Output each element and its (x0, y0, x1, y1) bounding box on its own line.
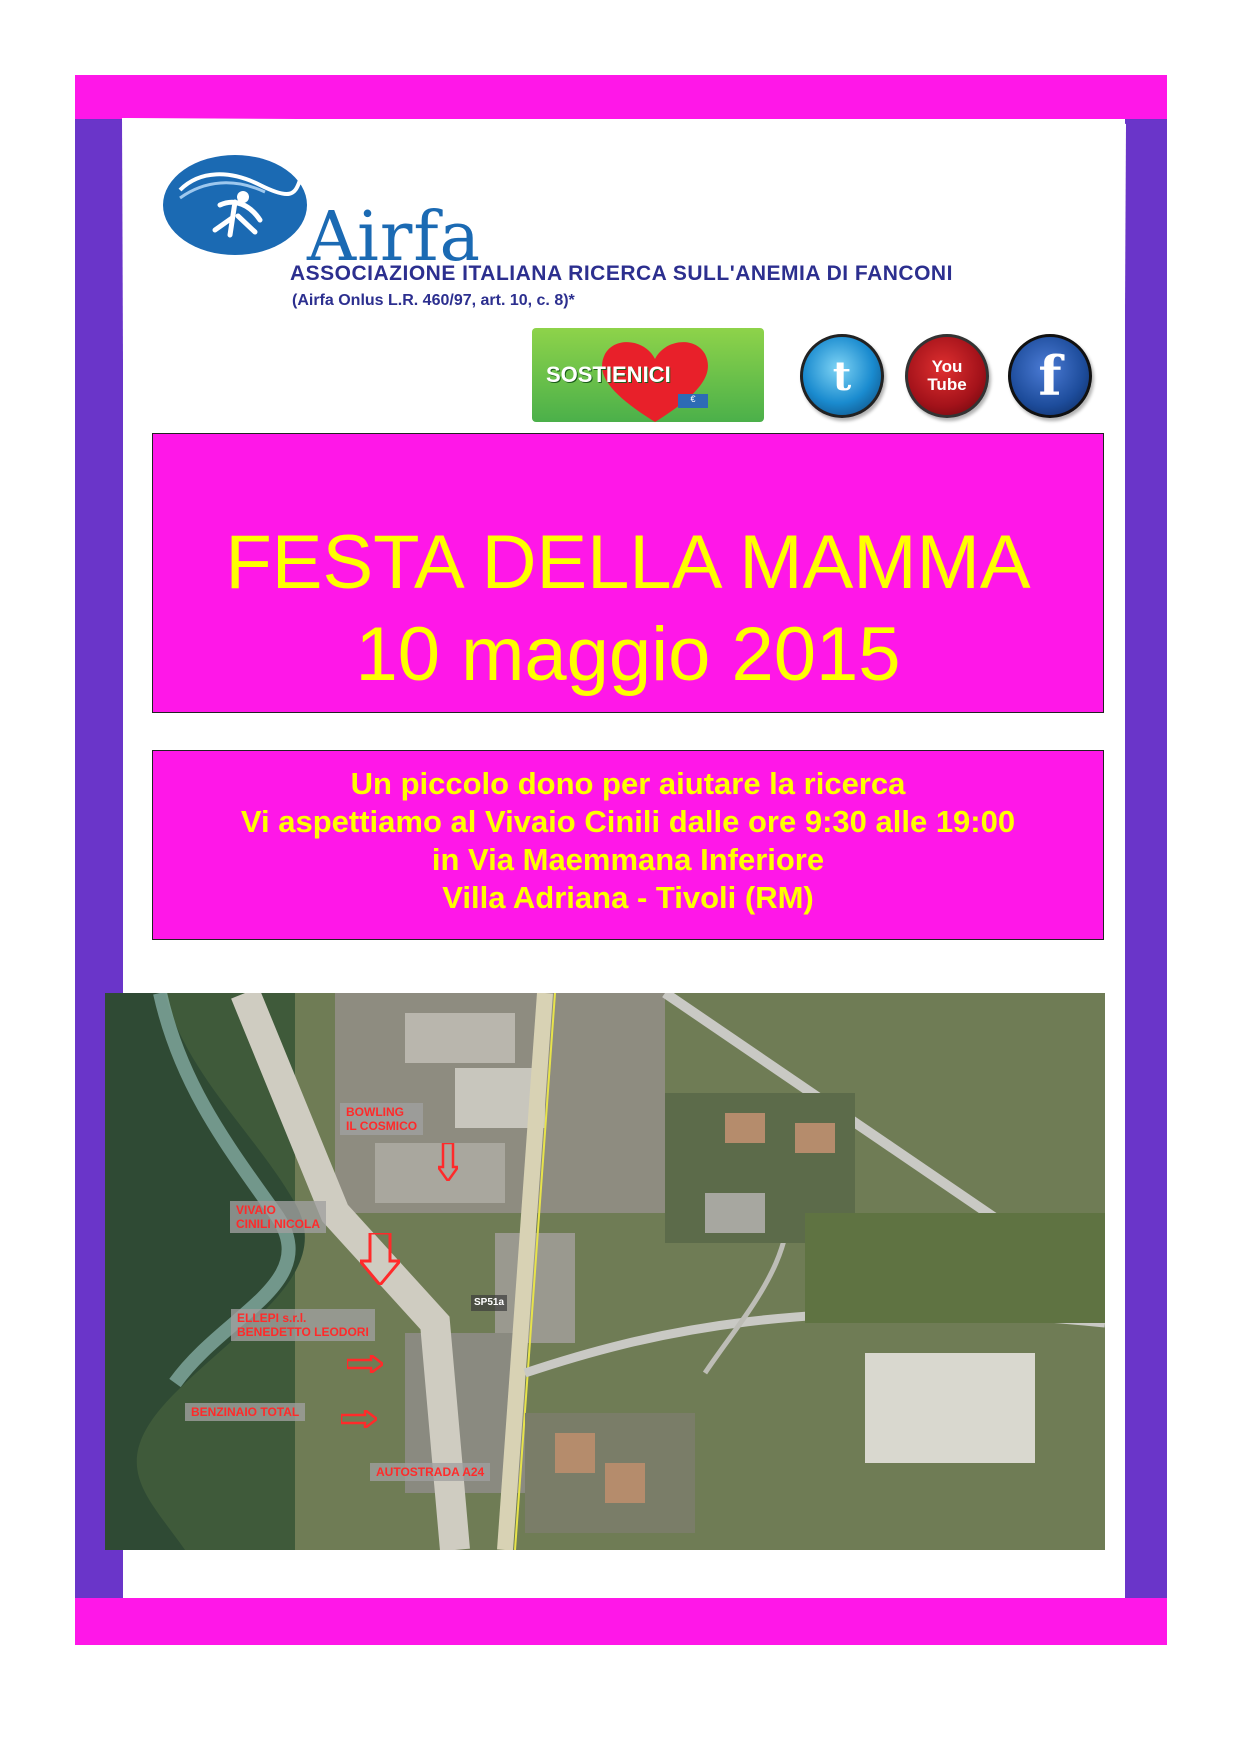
donate-label: SOSTIENICI (546, 362, 671, 387)
details-line-4: Villa Adriana - Tivoli (RM) (442, 880, 814, 915)
donate-badge[interactable] (532, 328, 764, 422)
headline-date: 10 maggio 2015 (355, 612, 901, 697)
arrow-down-icon (360, 1233, 400, 1285)
youtube-text-2: Tube (927, 375, 967, 394)
aerial-map (105, 993, 1105, 1550)
youtube-glyph (927, 358, 966, 394)
map-label-benzinaio: BENZINAIO TOTAL (185, 1403, 305, 1421)
aerial-map-image (105, 993, 1105, 1550)
facebook-icon[interactable] (1008, 334, 1092, 418)
frame-top-border (75, 75, 1167, 119)
twitter-glyph: t (832, 352, 852, 400)
map-label-road: SP51a (471, 1295, 507, 1311)
twitter-icon[interactable] (800, 334, 884, 418)
frame-bottom-border (75, 1598, 1167, 1645)
headline-box (152, 433, 1104, 713)
frame-right-border (1125, 75, 1167, 1645)
arrow-right-icon (341, 1410, 377, 1428)
airfa-association-name: ASSOCIAZIONE ITALIANA RICERCA SULL'ANEMIA DI FANCONI (290, 262, 953, 285)
airfa-logo-mark (160, 150, 310, 260)
arrow-right-icon (347, 1355, 383, 1373)
euro-icon: € (678, 394, 708, 408)
details-line-1: Un piccolo dono per aiutare la ricerca (350, 766, 906, 801)
details-box (152, 750, 1104, 940)
map-label-autostrada: AUTOSTRADA A24 (370, 1463, 490, 1481)
youtube-icon[interactable] (905, 334, 989, 418)
airfa-logo (160, 150, 1110, 330)
map-label-bowling: BOWLING IL COSMICO (340, 1103, 423, 1135)
airfa-legal-note: (Airfa Onlus L.R. 460/97, art. 10, c. 8)* (292, 292, 575, 309)
headline-title: FESTA DELLA MAMMA (225, 520, 1031, 605)
details-line-3: in Via Maemmana Inferiore (431, 842, 825, 877)
arrow-down-icon (438, 1143, 458, 1181)
facebook-glyph: f (1038, 344, 1062, 408)
map-label-vivaio: VIVAIO CINILI NICOLA (230, 1201, 326, 1233)
details-line-2: Vi aspettiamo al Vivaio Cinili dalle ore 9:30 alle 19:00 (240, 804, 1016, 839)
youtube-text-1: You (931, 357, 963, 376)
map-label-ellepi: ELLEPI s.r.l. BENEDETTO LEODORI (231, 1309, 375, 1341)
airfa-wordmark: Airfa (307, 198, 482, 277)
